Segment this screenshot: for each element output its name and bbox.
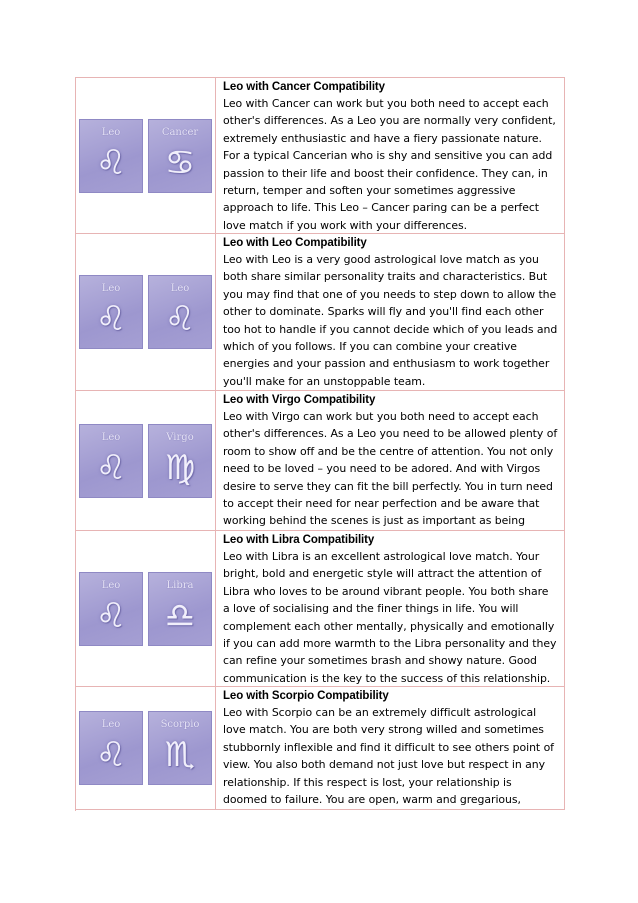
row-title: Leo with Leo Compatibility: [223, 237, 367, 249]
sign-tile-libra: [148, 572, 212, 646]
sign-tile-leo: [79, 119, 143, 193]
row-body: Leo with Leo is a very good astrological love match as you both share similar personality traits and characteristics. But you may find that one of you needs to step down to allow the other to dominate. Sparks will fly and you'll find each other too hot to handle if you cannot decide which of you leads and which of you follows. If you can combine your creative energies and your passion and enthusiasm to work together you'll make for an unstoppable team.: [223, 253, 558, 388]
table-row: [76, 687, 565, 810]
table-row: [76, 391, 565, 531]
sign-tile-leo: [79, 572, 143, 646]
leo-glyph-icon: ♌: [95, 299, 127, 339]
sign-name: Leo: [101, 719, 121, 730]
description-cell: [216, 78, 565, 233]
sign-tile-leo: [148, 275, 212, 349]
sign-images-cell: [76, 234, 216, 390]
sign-tile-virgo: [148, 424, 212, 498]
row-title: Leo with Cancer Compatibility: [223, 81, 385, 93]
table-row: [76, 78, 565, 234]
sign-name: Leo: [101, 579, 121, 591]
leo-glyph-icon: ♌: [95, 595, 127, 636]
sign-tile-leo: [79, 275, 143, 349]
description-cell: [216, 391, 565, 530]
sign-images-cell: [76, 78, 216, 233]
description-cell: [216, 531, 565, 686]
sign-name: Scorpio: [160, 719, 200, 730]
sign-name: Leo: [170, 283, 190, 294]
virgo-glyph-icon: ♍: [164, 447, 196, 488]
sign-name: Leo: [101, 431, 121, 443]
sign-tile-scorpio: [148, 711, 212, 785]
sign-name: Virgo: [166, 431, 194, 443]
sign-images-cell: [76, 391, 216, 530]
cancer-glyph-icon: ♋: [164, 142, 196, 183]
row-title: Leo with Scorpio Compatibility: [223, 690, 389, 702]
sign-name: Leo: [101, 283, 121, 294]
row-body: Leo with Scorpio can be an extremely difficult astrological love match. You are both very strong willed and sometimes stubbornly inflexible and find it difficult to see others point of view. You also both demand not just love but respect in any relationship. If this respect is lost, your relationship is doomed to failure. You are open, warm and gregarious,: [223, 706, 554, 807]
leo-glyph-icon: ♌: [95, 142, 127, 183]
row-title: Leo with Virgo Compatibility: [223, 394, 376, 406]
row-body: Leo with Libra is an excellent astrological love match. Your bright, bold and energetic style will attract the attention of Libra who loves to be around vibrant people. You both share a love of socialising and the finer things in life. You will complement each other mentally, physically and emotionally if you can add more warmth to the Libra personality and they can refine your sometimes brash and showy nature. Good communication is the key to the success of this relationship.: [223, 550, 557, 685]
sign-name: Libra: [166, 579, 194, 591]
row-body: Leo with Virgo can work but you both need to accept each other's differences. As a Leo you need to be allowed plenty of room to show off and be the centre of attention. You not only need to be loved – you need to be adored. And with Virgos desire to serve they can fit the bill perfectly. You in turn need to accept their need for near perfection and be aware that working behind the scenes is just as important as being: [223, 410, 558, 528]
leo-glyph-icon: ♌: [164, 299, 196, 339]
sign-images-cell: [76, 687, 216, 809]
sign-tile-cancer: [148, 119, 212, 193]
row-title: Leo with Libra Compatibility: [223, 534, 375, 546]
description-cell: [216, 687, 565, 809]
table-row: [76, 234, 565, 391]
sign-tile-leo: [79, 711, 143, 785]
sign-name: Leo: [101, 126, 121, 138]
leo-glyph-icon: ♌: [95, 735, 127, 775]
compatibility-table: [75, 77, 565, 811]
libra-glyph-icon: ♎: [164, 595, 196, 636]
sign-name: Cancer: [161, 126, 199, 138]
description-cell: [216, 234, 565, 390]
row-body: Leo with Cancer can work but you both need to accept each other's differences. As a Leo you are normally very confident, extremely enthusiastic and have a fiery passionate nature. For a typical Cancerian who is shy and sensitive you can add passion to their life and boost their confidence. They can, in return, temper and soften your sometimes aggressive approach to life. This Leo – Cancer paring can be a perfect love match if you work with your differences.: [223, 97, 556, 232]
sign-tile-leo: [79, 424, 143, 498]
scorpio-glyph-icon: ♏: [164, 735, 196, 775]
leo-glyph-icon: ♌: [95, 447, 127, 488]
table-row: [76, 531, 565, 687]
sign-images-cell: [76, 531, 216, 686]
